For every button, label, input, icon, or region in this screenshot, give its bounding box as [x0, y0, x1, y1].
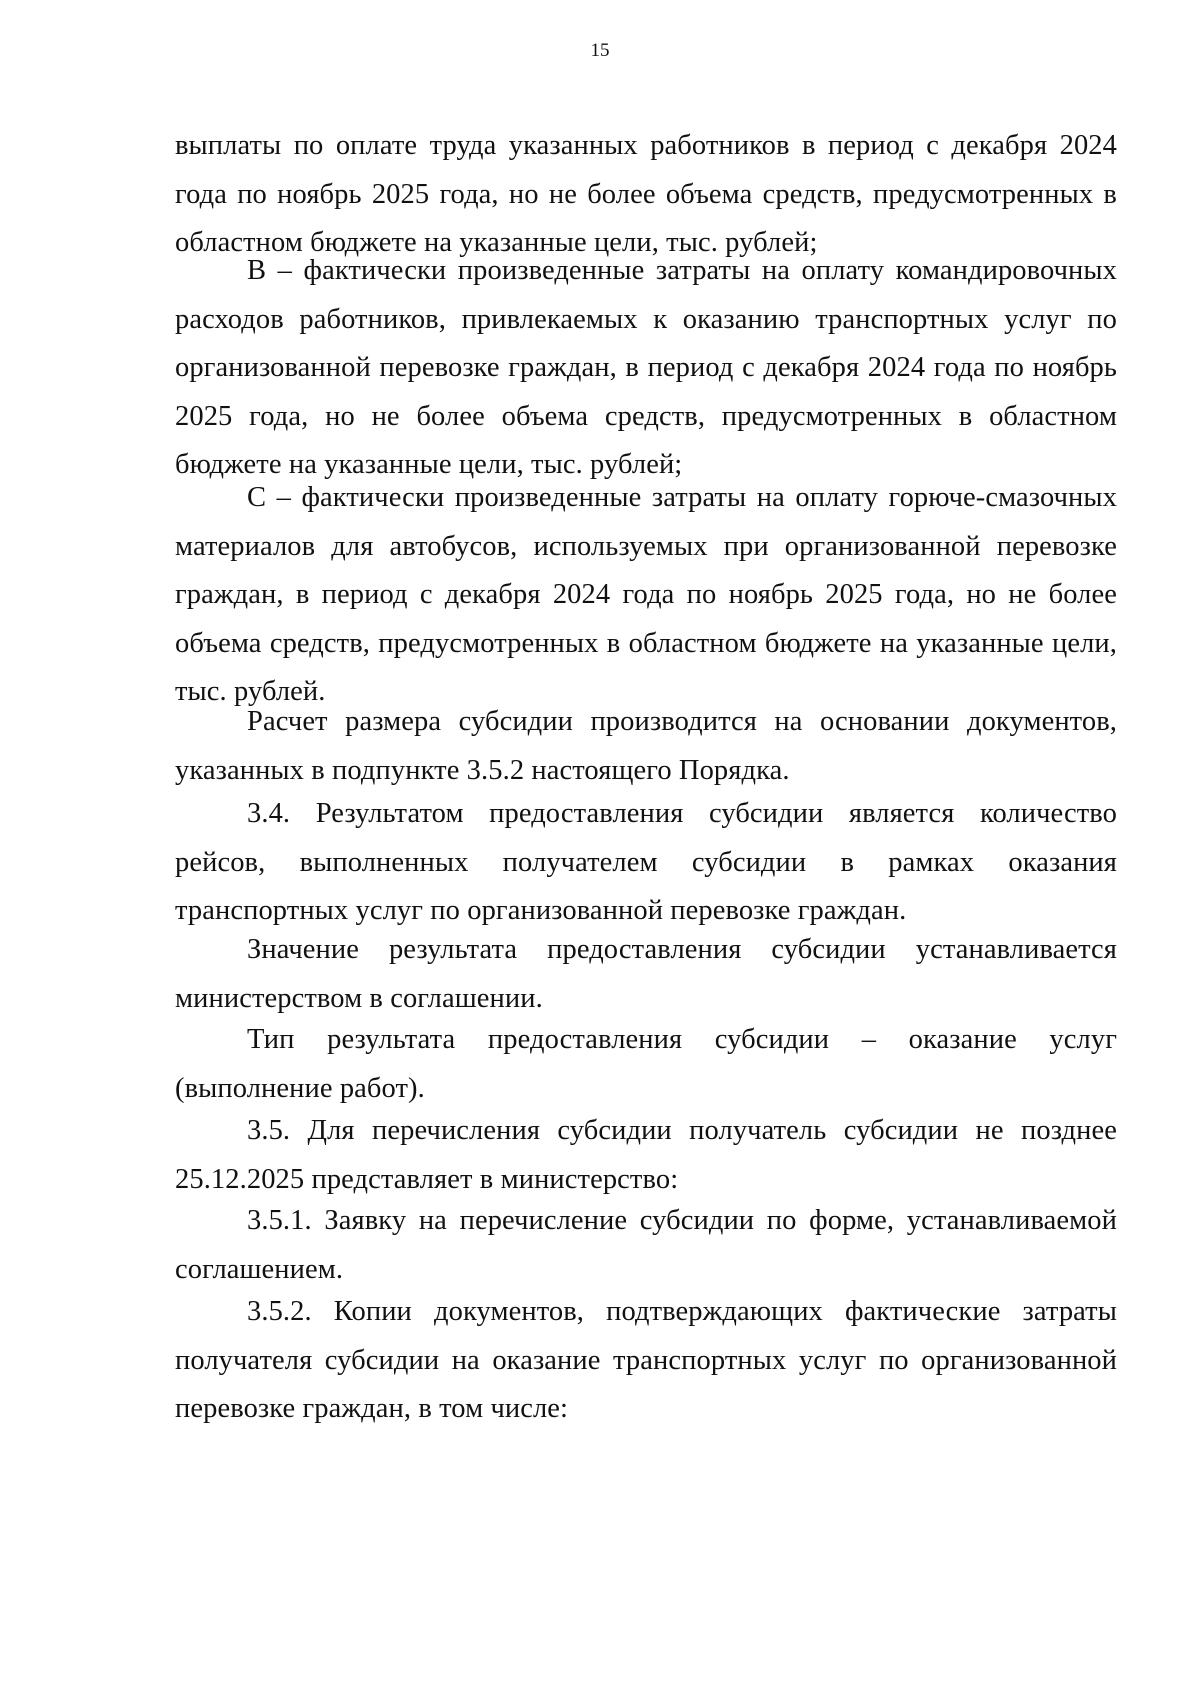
paragraph-3-4: 3.4. Результатом предоставления субсидии является количество рейсов, выполненных получателем субсидии в рамках оказания транспортных услуг по организованной перевозке граждан. — [175, 798, 1117, 926]
paragraph-calculation-basis: Расчет размера субсидии производится на основании документов, указанных в подпункте 3.5.2 настоящего Порядка. — [175, 706, 1117, 786]
paragraph-3-5: 3.5. Для перечисления субсидии получатель субсидии не позднее 25.12.2025 представляет в министерство: — [175, 1115, 1117, 1195]
paragraph-b-definition: В – фактически произведенные затраты на оплату командировочных расходов работников, привлекаемых к оказанию транспортных услуг по организованной перевозке граждан, в период с декабря 2024 года по ноябрь 2025 года, но не более объема средств, предусмотренных в областном бюджете на указанные цели, тыс. рублей; — [175, 255, 1117, 480]
paragraph-3-5-2: 3.5.2. Копии документов, подтверждающих фактические затраты получателя субсидии на оказание транспортных услуг по организованной перевозке граждан, в том числе: — [175, 1296, 1117, 1424]
page-number: 15 — [590, 40, 610, 61]
paragraph-result-type: Тип результата предоставления субсидии – оказание услуг (выполнение работ). — [175, 1024, 1117, 1104]
paragraph-c-definition: С – фактически произведенные затраты на оплату горюче-смазочных материалов для автобусов, используемых при организованной перевозке граждан, в период с декабря 2024 года по ноябрь 2025 года, но не более объема средств, предусмотренных в областном бюджете на указанные цели, тыс. рублей. — [175, 482, 1117, 707]
paragraph-continuation: выплаты по оплате труда указанных работников в период с декабря 2024 года по ноябрь 2025 года, но не более объема средств, предусмотренных в областном бюджете на указанные цели, тыс. рублей; — [175, 130, 1117, 258]
paragraph-3-5-1: 3.5.1. Заявку на перечисление субсидии по форме, устанавливаемой соглашением. — [175, 1205, 1117, 1285]
paragraph-result-value: Значение результата предоставления субсидии устанавливается министерством в соглашении. — [175, 934, 1117, 1014]
